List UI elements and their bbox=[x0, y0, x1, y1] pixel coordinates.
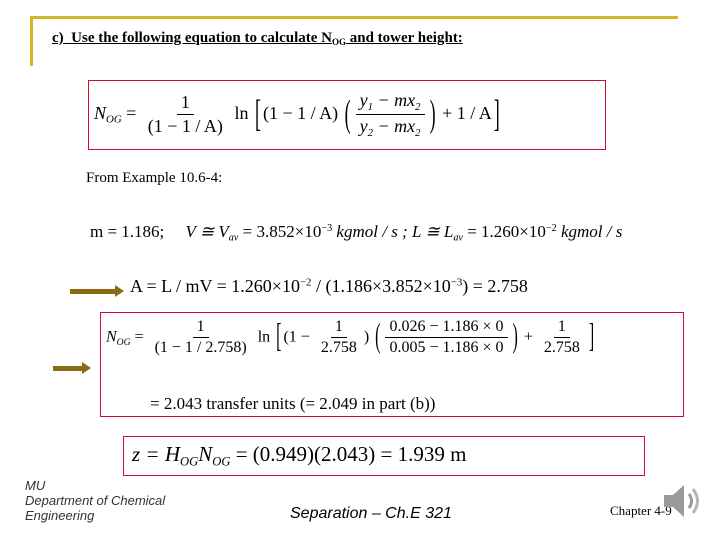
noq-numeric-equation: $N_{OG}$ = $\frac{1}{(1 - 1 / 2.758)}$ ln [ (1 − $\frac{1}{2.758}$ ) ( $\frac{0.026 - 1.186 \times 0}{0.005 - 1.186 \times 0}$ ) + $\frac{1}{2.758}$ ] bbox=[106, 318, 595, 357]
noq-general-equation: $N_{OG}$ = $\frac{1}{(1 - 1 / A)}$ ln [ (1 − 1 / A) ( $\frac{y_1 - mx_2}{y_2 - mx_2}$ ) + 1 / A ] bbox=[94, 90, 500, 139]
arrow-icon bbox=[70, 289, 116, 294]
noq-result: = 2.043 transfer units (= 2.049 in part (b)) bbox=[150, 394, 436, 413]
footer-institution: MU Department of Chemical Engineering bbox=[25, 478, 166, 523]
given-values: m = 1.186; V ≅ $V_{av} = 3.852\times 10^{-3}$ kgmol / s ; L ≅ $L_{av} = 1.260\times 10^{-2}$ kgmol / s bbox=[90, 222, 623, 244]
title-frame-top bbox=[30, 16, 678, 19]
example-reference: From Example 10.6-4: bbox=[86, 170, 223, 186]
absorption-factor-calc: A = L / mV = $1.260\times 10^{-2} / (1.186\times 3.852\times 10^{-3}) = 2.758$ bbox=[130, 276, 528, 296]
tower-height-equation: $z = H_{OG}N_{OG} = (0.949)(2.043) = 1.939$ m bbox=[132, 442, 467, 469]
footer-page: Chapter 4-9 bbox=[610, 503, 672, 518]
footer-course: Separation – Ch.E 321 bbox=[290, 505, 452, 522]
slide-heading: c) Use the following equation to calculate $N_{OG}$ and tower height: bbox=[52, 30, 463, 48]
speaker-icon[interactable] bbox=[658, 476, 708, 531]
arrow-icon bbox=[53, 366, 83, 371]
title-frame-left bbox=[30, 16, 33, 66]
